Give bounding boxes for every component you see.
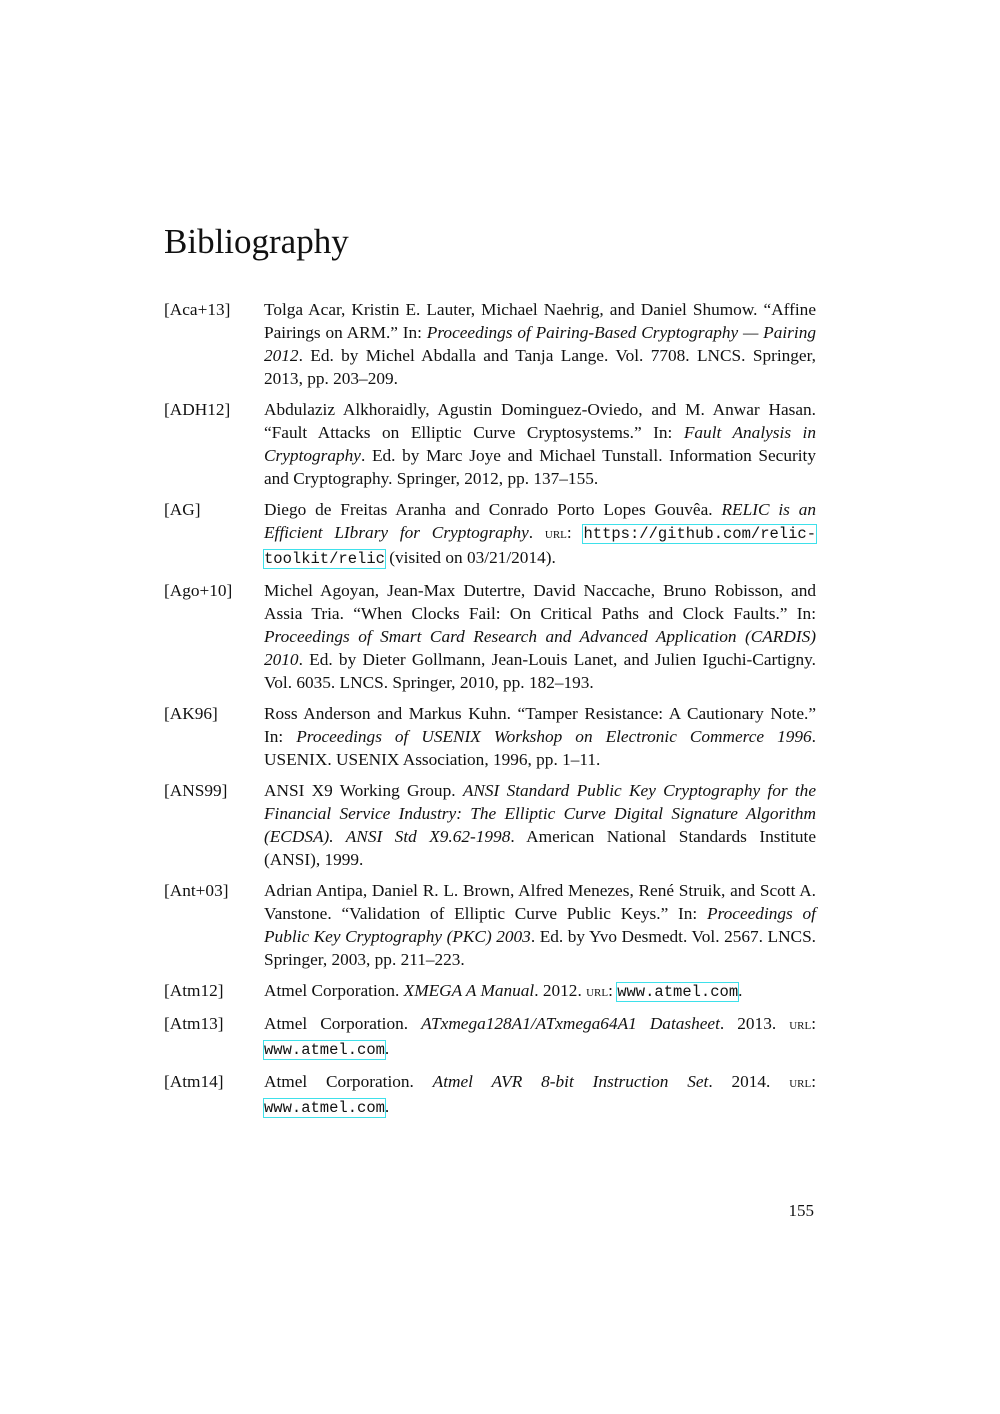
url-label: url bbox=[789, 1075, 812, 1091]
reference-text-segment: Atmel Corporation. bbox=[264, 1014, 422, 1033]
citation-key: [AK96] bbox=[164, 704, 218, 723]
reference-text-segment: . Ed. by Dieter Gollmann, Jean-Louis Lanet, and Julien Iguchi-Cartigny. Vol. 6035. LNCS. Springer, 2010, pp. 182–193. bbox=[264, 650, 816, 692]
citation-key: [ANS99] bbox=[164, 781, 228, 800]
reference-text-segment: . American National Standards Institute (ANSI), 1999. bbox=[264, 827, 816, 869]
bibliography-entry bbox=[164, 879, 816, 971]
citation-key: [Ago+10] bbox=[164, 581, 233, 600]
reference-text-segment: : bbox=[608, 981, 618, 1000]
citation-key: [ADH12] bbox=[164, 400, 231, 419]
reference-text-segment: . bbox=[738, 981, 743, 1000]
reference-text-segment: . 2014. bbox=[708, 1072, 790, 1091]
reference-text-segment: . bbox=[384, 1097, 390, 1116]
reference-text bbox=[264, 398, 816, 490]
url-label: url bbox=[544, 526, 567, 542]
citation-key: [AG] bbox=[164, 500, 201, 519]
reference-text-segment: . USENIX. USENIX Association, 1996, pp. 1–11. bbox=[264, 727, 816, 769]
reference-text-segment: Adrian Antipa, Daniel R. L. Brown, Alfred Menezes, René Struik, and Scott A. Vanstone. “Validation of Elliptic Curve Public Keys.” In: bbox=[264, 881, 816, 923]
bibliography-entry bbox=[164, 498, 816, 571]
reference-text-segment: . bbox=[528, 523, 545, 542]
page-number: 155 bbox=[788, 1201, 814, 1220]
reference-text-segment: . bbox=[384, 1039, 390, 1058]
reference-text bbox=[264, 702, 816, 771]
reference-title: RELIC is an Efficient LIbrary for Cryptography bbox=[264, 500, 817, 542]
reference-title: Proceedings of Public Key Cryptography (PKC) 2003 bbox=[264, 904, 816, 946]
reference-text-segment: . Ed. by Marc Joye and Michael Tunstall. Information Security and Cryptography. Springer, 2012, pp. 137–155. bbox=[264, 446, 816, 488]
bibliography-entry bbox=[164, 779, 816, 871]
reference-text-segment: (visited on 03/21/2014). bbox=[384, 548, 556, 567]
reference-text-segment: Ross Anderson and Markus Kuhn. “Tamper Resistance: A Cautionary Note.” In: bbox=[264, 704, 816, 746]
reference-text bbox=[264, 779, 816, 871]
reference-title: ANSI Standard Public Key Cryptography for the Financial Service Industry: The Elliptic Curve Digital Signature Algorithm (ECDSA). ANSI Std X9.62-1998 bbox=[264, 781, 816, 846]
bibliography-entry bbox=[164, 398, 816, 490]
reference-text-segment: . Ed. by Yvo Desmedt. Vol. 2567. LNCS. Springer, 2003, pp. 211–223. bbox=[264, 927, 817, 969]
url-link[interactable]: www.atmel.com bbox=[617, 983, 739, 1001]
reference-text bbox=[264, 879, 816, 971]
citation-key: [Ant+03] bbox=[164, 881, 229, 900]
reference-title: Fault Analysis in Cryptography bbox=[264, 423, 816, 465]
url-link[interactable]: www.atmel.com bbox=[264, 1041, 385, 1059]
reference-text-segment: Abdulaziz Alkhoraidly, Agustin Dominguez-Oviedo, and M. Anwar Hasan. “Fault Attacks on Elliptic Curve Cryptosystems.” In: bbox=[264, 400, 816, 442]
bibliography-entry bbox=[164, 702, 816, 771]
reference-text-segment: Atmel Corporation. bbox=[264, 1072, 433, 1091]
reference-text bbox=[264, 979, 816, 1004]
reference-title: Proceedings of Pairing-Based Cryptography — Pairing 2012 bbox=[264, 323, 816, 365]
reference-text bbox=[264, 498, 816, 571]
bibliography-entry bbox=[164, 579, 816, 694]
citation-key: [Atm14] bbox=[164, 1072, 224, 1091]
reference-text-segment: . 2013. bbox=[719, 1014, 790, 1033]
citation-key: [Aca+13] bbox=[164, 300, 231, 319]
reference-title: Proceedings of Smart Card Research and Advanced Application (CARDIS) 2010 bbox=[264, 627, 816, 669]
url-label: url bbox=[789, 1017, 812, 1033]
url-link[interactable]: www.atmel.com bbox=[264, 1099, 385, 1117]
bibliography-entry bbox=[164, 1012, 816, 1062]
bibliography-entry bbox=[164, 1070, 816, 1120]
reference-text-segment: Atmel Corporation. bbox=[264, 981, 404, 1000]
page-title: Bibliography bbox=[164, 222, 349, 261]
reference-text bbox=[264, 1012, 816, 1062]
reference-text bbox=[264, 298, 816, 390]
url-link[interactable]: https://github.com/relic-toolkit/relic bbox=[264, 525, 817, 568]
reference-text-segment: : bbox=[811, 1072, 816, 1091]
reference-text-segment: ANSI X9 Working Group. bbox=[264, 781, 463, 800]
bibliography-list bbox=[164, 298, 816, 1128]
reference-title: Atmel AVR 8-bit Instruction Set bbox=[432, 1072, 709, 1091]
bibliography-entry bbox=[164, 298, 816, 390]
reference-text-segment: : bbox=[566, 523, 584, 542]
bibliography-entry bbox=[164, 979, 816, 1004]
reference-text bbox=[264, 1070, 816, 1120]
citation-key: [Atm12] bbox=[164, 981, 224, 1000]
reference-text-segment: . Ed. by Michel Abdalla and Tanja Lange. Vol. 7708. LNCS. Springer, 2013, pp. 203–209. bbox=[264, 346, 816, 388]
reference-text-segment: Diego de Freitas Aranha and Conrado Porto Lopes Gouvêa. bbox=[264, 500, 722, 519]
reference-text bbox=[264, 579, 816, 694]
reference-text-segment: Tolga Acar, Kristin E. Lauter, Michael Naehrig, and Daniel Shumow. “Affine Pairings on ARM.” In: bbox=[264, 300, 816, 342]
reference-title: XMEGA A Manual bbox=[403, 981, 535, 1000]
reference-text-segment: . 2012. bbox=[534, 981, 587, 1000]
reference-title: ATxmega128A1/ATxmega64A1 Datasheet bbox=[421, 1014, 720, 1033]
reference-title: Proceedings of USENIX Workshop on Electronic Commerce 1996 bbox=[296, 727, 812, 746]
reference-text-segment: : bbox=[811, 1014, 817, 1033]
reference-text-segment: Michel Agoyan, Jean-Max Dutertre, David Naccache, Bruno Robisson, and Assia Tria. “When Clocks Fail: On Critical Paths and Clock Faults.” In: bbox=[264, 581, 816, 623]
citation-key: [Atm13] bbox=[164, 1014, 224, 1033]
url-label: url bbox=[586, 984, 609, 1000]
